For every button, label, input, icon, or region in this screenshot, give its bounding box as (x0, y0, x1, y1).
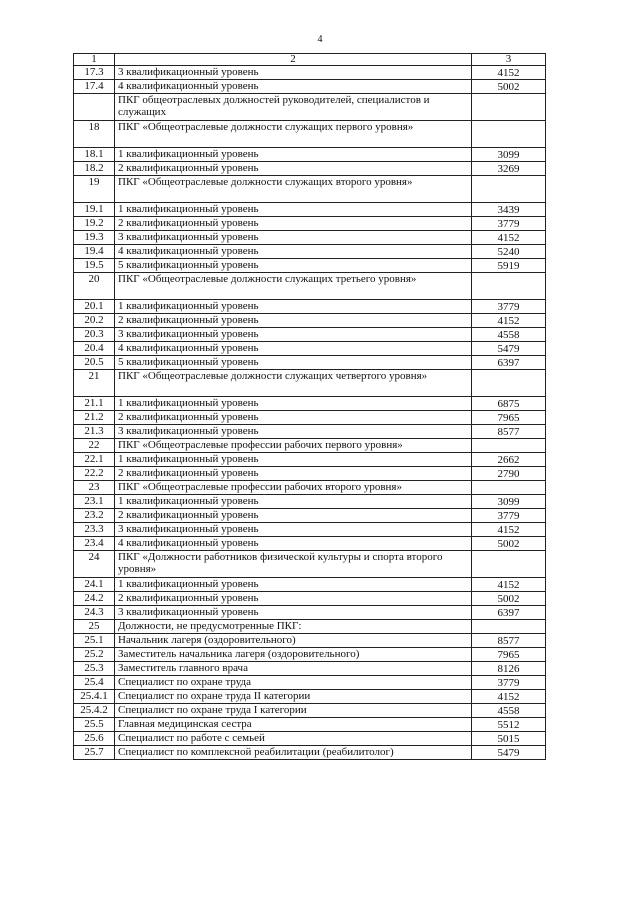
table-row (74, 662, 546, 676)
row-description: Заместитель начальника лагеря (оздоровительного) (115, 648, 472, 662)
table-row (74, 634, 546, 648)
row-number: 25 (74, 620, 115, 634)
row-number: 25.5 (74, 718, 115, 732)
row-value: 2662 (472, 453, 546, 467)
row-value: 4152 (472, 690, 546, 704)
row-description: 2 квалификационный уровень (115, 467, 472, 481)
row-number: 24 (74, 551, 115, 578)
row-value: 7965 (472, 648, 546, 662)
row-number: 23.2 (74, 509, 115, 523)
row-description: 3 квалификационный уровень (115, 231, 472, 245)
row-number: 19.1 (74, 203, 115, 217)
row-value: 8577 (472, 425, 546, 439)
table-header-row (74, 54, 546, 66)
row-value (472, 439, 546, 453)
row-value: 4152 (472, 314, 546, 328)
row-value (472, 273, 546, 300)
row-number: 24.3 (74, 606, 115, 620)
table-row (74, 620, 546, 634)
row-description: Должности, не предусмотренные ПКГ: (115, 620, 472, 634)
row-description: 1 квалификационный уровень (115, 495, 472, 509)
row-description: ПКГ «Общеотраслевые должности служащих второго уровня» (115, 176, 472, 203)
row-description: ПКГ «Общеотраслевые профессии рабочих второго уровня» (115, 481, 472, 495)
row-value: 8577 (472, 634, 546, 648)
row-number: 20.5 (74, 356, 115, 370)
table-row (74, 551, 546, 578)
row-description: 4 квалификационный уровень (115, 537, 472, 551)
row-number: 23 (74, 481, 115, 495)
row-number: 19.5 (74, 259, 115, 273)
row-number: 19 (74, 176, 115, 203)
row-description: 2 квалификационный уровень (115, 217, 472, 231)
table-row (74, 370, 546, 397)
row-value: 3099 (472, 148, 546, 162)
row-description: 1 квалификационный уровень (115, 453, 472, 467)
row-value: 4152 (472, 66, 546, 80)
table-body (74, 66, 546, 760)
header-col-1: 1 (74, 54, 115, 66)
row-number: 24.1 (74, 578, 115, 592)
row-value: 4558 (472, 328, 546, 342)
row-number: 22 (74, 439, 115, 453)
row-value: 5015 (472, 732, 546, 746)
table-row (74, 648, 546, 662)
table-row (74, 94, 546, 121)
table-row (74, 523, 546, 537)
table-row (74, 121, 546, 148)
row-description: 3 квалификационный уровень (115, 606, 472, 620)
row-value: 5512 (472, 718, 546, 732)
row-number: 25.4 (74, 676, 115, 690)
row-value: 4152 (472, 523, 546, 537)
row-description: ПКГ общеотраслевых должностей руководителей, специалистов и служащих (115, 94, 472, 121)
row-value: 4152 (472, 578, 546, 592)
table-row (74, 273, 546, 300)
row-number: 20.1 (74, 300, 115, 314)
row-number: 20.4 (74, 342, 115, 356)
row-value: 2790 (472, 467, 546, 481)
row-number: 17.3 (74, 66, 115, 80)
row-description: Специалист по комплексной реабилитации (реабилитолог) (115, 746, 472, 760)
row-value: 3269 (472, 162, 546, 176)
row-number: 25.1 (74, 634, 115, 648)
row-description: ПКГ «Должности работников физической культуры и спорта второго уровня» (115, 551, 472, 578)
table-row (74, 80, 546, 94)
table-row (74, 718, 546, 732)
row-number: 21.3 (74, 425, 115, 439)
table-row (74, 537, 546, 551)
row-number: 18.1 (74, 148, 115, 162)
row-number: 18.2 (74, 162, 115, 176)
row-description: ПКГ «Общеотраслевые должности служащих третьего уровня» (115, 273, 472, 300)
table-row (74, 66, 546, 80)
table-row (74, 606, 546, 620)
row-value: 5479 (472, 746, 546, 760)
row-description: Специалист по охране труда II категории (115, 690, 472, 704)
row-description: 3 квалификационный уровень (115, 523, 472, 537)
row-value (472, 620, 546, 634)
table-row (74, 148, 546, 162)
row-description: 4 квалификационный уровень (115, 245, 472, 259)
row-number: 20.3 (74, 328, 115, 342)
row-description: Начальник лагеря (оздоровительного) (115, 634, 472, 648)
row-description: 3 квалификационный уровень (115, 425, 472, 439)
row-description: 2 квалификационный уровень (115, 509, 472, 523)
row-number: 19.3 (74, 231, 115, 245)
row-value (472, 176, 546, 203)
row-value: 7965 (472, 411, 546, 425)
row-value: 4152 (472, 231, 546, 245)
row-description: 1 квалификационный уровень (115, 397, 472, 411)
row-number: 19.4 (74, 245, 115, 259)
page-number: 4 (317, 34, 323, 45)
header-col-3: 3 (472, 54, 546, 66)
table-row (74, 481, 546, 495)
row-value (472, 94, 546, 121)
row-description: 2 квалификационный уровень (115, 592, 472, 606)
row-number: 23.4 (74, 537, 115, 551)
row-value: 3779 (472, 509, 546, 523)
row-description: 5 квалификационный уровень (115, 259, 472, 273)
table-row (74, 176, 546, 203)
row-value: 5240 (472, 245, 546, 259)
table-row (74, 439, 546, 453)
row-value: 3439 (472, 203, 546, 217)
table-row (74, 245, 546, 259)
row-value: 6397 (472, 356, 546, 370)
table-row (74, 676, 546, 690)
row-value: 8126 (472, 662, 546, 676)
row-description: 5 квалификационный уровень (115, 356, 472, 370)
table-row (74, 746, 546, 760)
row-description: 1 квалификационный уровень (115, 578, 472, 592)
header-col-2: 2 (115, 54, 472, 66)
row-description: 1 квалификационный уровень (115, 203, 472, 217)
salary-table (73, 53, 546, 760)
row-description: ПКГ «Общеотраслевые должности служащих четвертого уровня» (115, 370, 472, 397)
row-value (472, 121, 546, 148)
row-description: 2 квалификационный уровень (115, 162, 472, 176)
row-description: 1 квалификационный уровень (115, 300, 472, 314)
table-row (74, 397, 546, 411)
table-row (74, 231, 546, 245)
row-number: 17.4 (74, 80, 115, 94)
table-row (74, 495, 546, 509)
row-value: 6397 (472, 606, 546, 620)
row-description: 4 квалификационный уровень (115, 342, 472, 356)
row-value: 3779 (472, 300, 546, 314)
table-row (74, 217, 546, 231)
row-description: 3 квалификационный уровень (115, 328, 472, 342)
table-row (74, 732, 546, 746)
row-number: 22.2 (74, 467, 115, 481)
row-value: 6875 (472, 397, 546, 411)
row-description: ПКГ «Общеотраслевые профессии рабочих первого уровня» (115, 439, 472, 453)
row-value: 5002 (472, 592, 546, 606)
row-description: 3 квалификационный уровень (115, 66, 472, 80)
row-number: 25.3 (74, 662, 115, 676)
row-description: Заместитель главного врача (115, 662, 472, 676)
row-value: 5479 (472, 342, 546, 356)
row-number: 25.7 (74, 746, 115, 760)
row-number: 21.2 (74, 411, 115, 425)
row-value: 3779 (472, 676, 546, 690)
table-row (74, 328, 546, 342)
row-value (472, 551, 546, 578)
row-description: 1 квалификационный уровень (115, 148, 472, 162)
row-description: ПКГ «Общеотраслевые должности служащих первого уровня» (115, 121, 472, 148)
row-description: Специалист по работе с семьей (115, 732, 472, 746)
table-row (74, 342, 546, 356)
row-value: 5919 (472, 259, 546, 273)
row-description: Специалист по охране труда (115, 676, 472, 690)
row-description: Главная медицинская сестра (115, 718, 472, 732)
row-number: 20.2 (74, 314, 115, 328)
table-row (74, 425, 546, 439)
table-row (74, 411, 546, 425)
row-value: 3099 (472, 495, 546, 509)
row-description: 2 квалификационный уровень (115, 314, 472, 328)
table-row (74, 509, 546, 523)
row-value (472, 370, 546, 397)
row-number: 25.4.2 (74, 704, 115, 718)
table-row (74, 467, 546, 481)
table-row (74, 356, 546, 370)
table-row (74, 300, 546, 314)
table-row (74, 592, 546, 606)
table-row (74, 203, 546, 217)
row-description: 4 квалификационный уровень (115, 80, 472, 94)
table-row (74, 162, 546, 176)
row-value (472, 481, 546, 495)
row-number: 23.1 (74, 495, 115, 509)
row-number: 21 (74, 370, 115, 397)
row-description: 2 квалификационный уровень (115, 411, 472, 425)
row-number: 23.3 (74, 523, 115, 537)
table-row (74, 690, 546, 704)
table-row (74, 453, 546, 467)
row-number: 21.1 (74, 397, 115, 411)
row-number: 18 (74, 121, 115, 148)
table-row (74, 704, 546, 718)
table-row (74, 259, 546, 273)
row-number: 22.1 (74, 453, 115, 467)
table-row (74, 314, 546, 328)
row-number (74, 94, 115, 121)
row-number: 25.4.1 (74, 690, 115, 704)
row-number: 25.6 (74, 732, 115, 746)
row-value: 5002 (472, 537, 546, 551)
row-number: 20 (74, 273, 115, 300)
row-number: 24.2 (74, 592, 115, 606)
row-value: 5002 (472, 80, 546, 94)
row-number: 19.2 (74, 217, 115, 231)
row-description: Специалист по охране труда I категории (115, 704, 472, 718)
row-value: 4558 (472, 704, 546, 718)
table-row (74, 578, 546, 592)
row-number: 25.2 (74, 648, 115, 662)
row-value: 3779 (472, 217, 546, 231)
